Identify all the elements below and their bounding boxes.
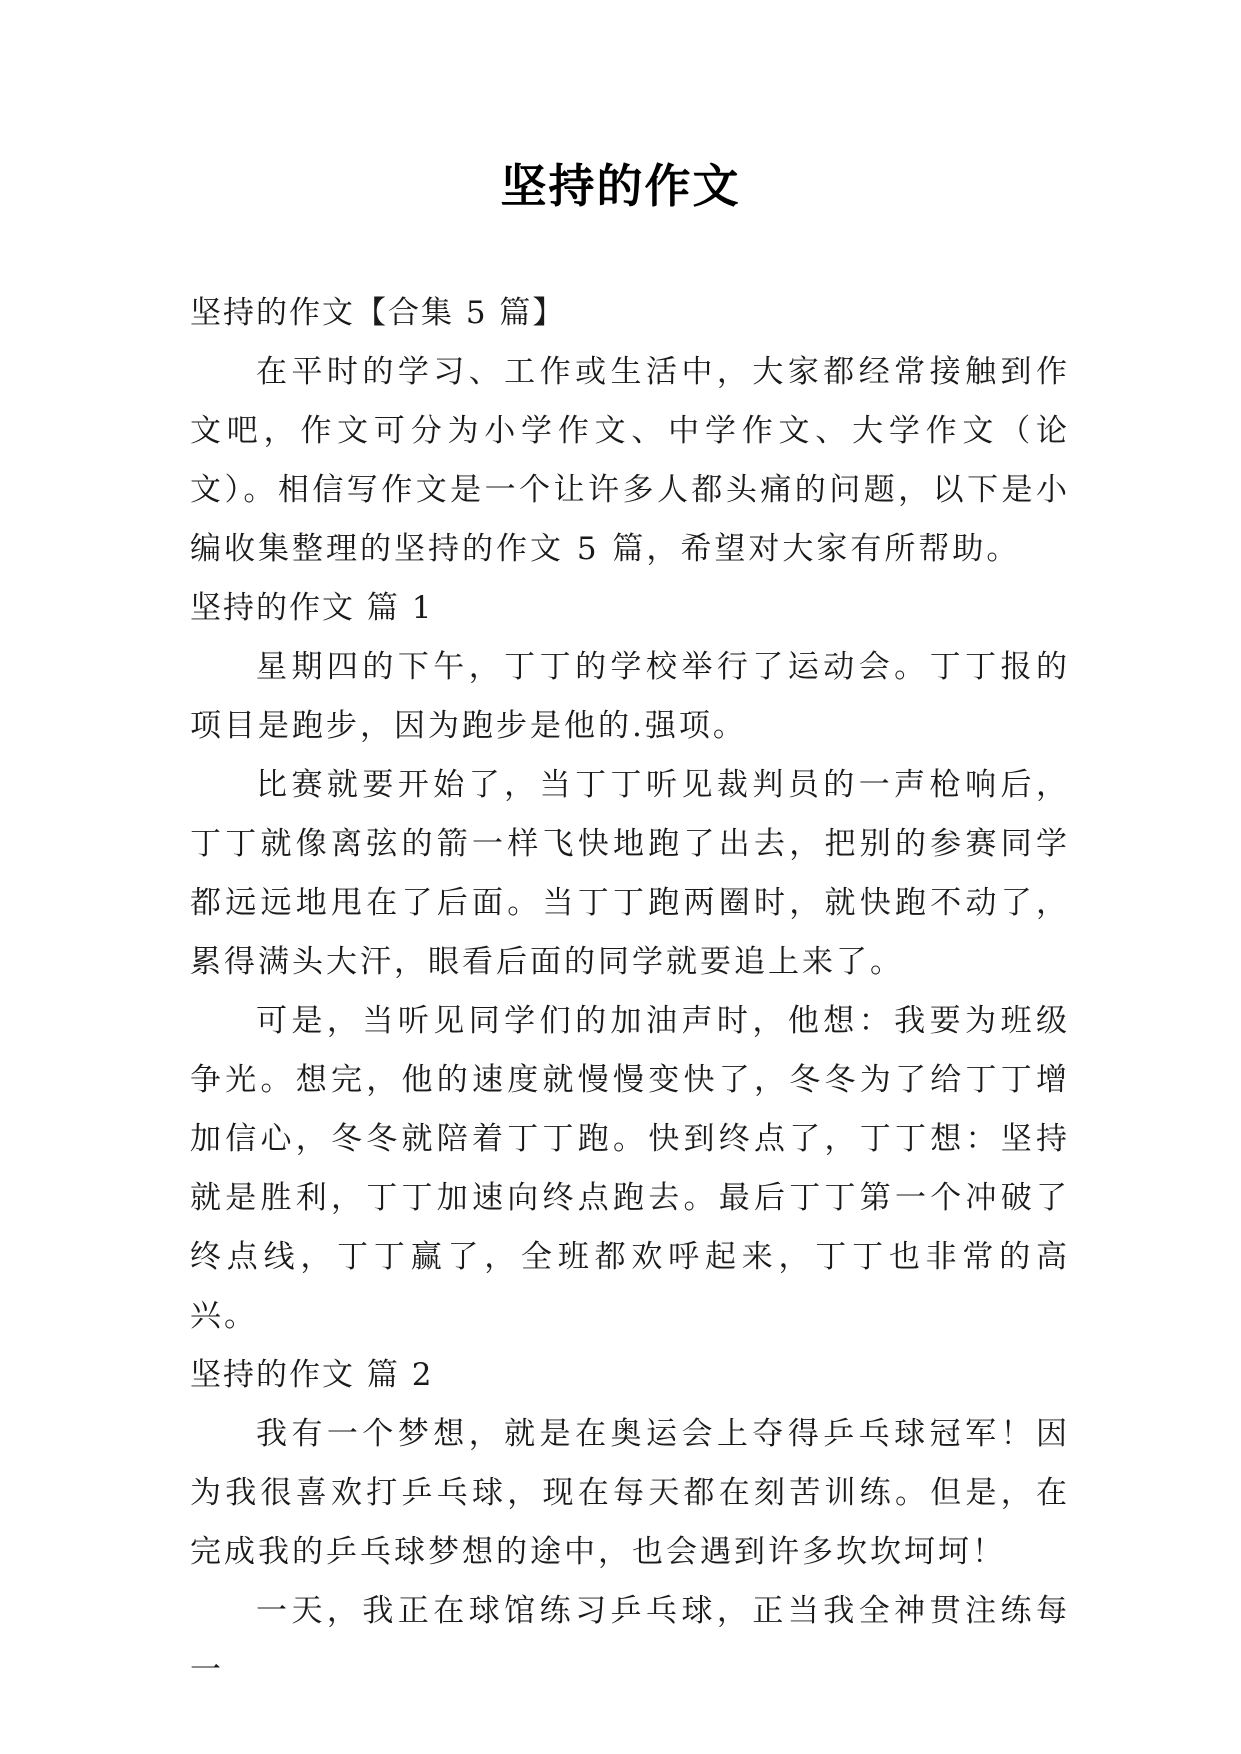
section-heading-2: 坚持的作文 篇 2	[190, 1357, 434, 1393]
document-body	[190, 284, 1070, 1700]
intro-paragraph: 在平时的学习、工作或生活中，大家都经常接触到作文吧，作文可分为小学作文、中学作文、大学作文（论文）。相信写作文是一个让许多人都头痛的问题，以下是小编收集整理的坚持的作文 5 篇，希望对大家有所帮助。	[190, 354, 1070, 567]
collection-heading: 坚持的作文【合集 5 篇】	[190, 295, 566, 331]
section-2-paragraph-1: 我有一个梦想，就是在奥运会上夺得乒乓球冠军！因为我很喜欢打乒乓球，现在每天都在刻苦训练。但是，在完成我的乒乓球梦想的途中，也会遇到许多坎坎坷坷！	[190, 1416, 1070, 1570]
section-1-paragraph-2: 比赛就要开始了，当丁丁听见裁判员的一声枪响后，丁丁就像离弦的箭一样飞快地跑了出去，把别的参赛同学都远远地甩在了后面。当丁丁跑两圈时，就快跑不动了，累得满头大汗，眼看后面的同学就要追上来了。	[190, 767, 1070, 980]
section-heading-1: 坚持的作文 篇 1	[190, 590, 434, 626]
document-title: 坚持的作文	[500, 159, 741, 213]
section-2-paragraph-2: 一天，我正在球馆练习乒乓球，正当我全神贯注练每一	[190, 1593, 1070, 1688]
section-1-paragraph-1: 星期四的下午，丁丁的学校举行了运动会。丁丁报的项目是跑步，因为跑步是他的.强项。	[190, 649, 1070, 744]
section-1-paragraph-3: 可是，当听见同学们的加油声时，他想：我要为班级争光。想完，他的速度就慢慢变快了，冬冬为了给丁丁增加信心，冬冬就陪着丁丁跑。快到终点了，丁丁想：坚持就是胜利，丁丁加速向终点跑去。最后丁丁第一个冲破了终点线，丁丁赢了，全班都欢呼起来，丁丁也非常的高兴。	[190, 1003, 1070, 1334]
